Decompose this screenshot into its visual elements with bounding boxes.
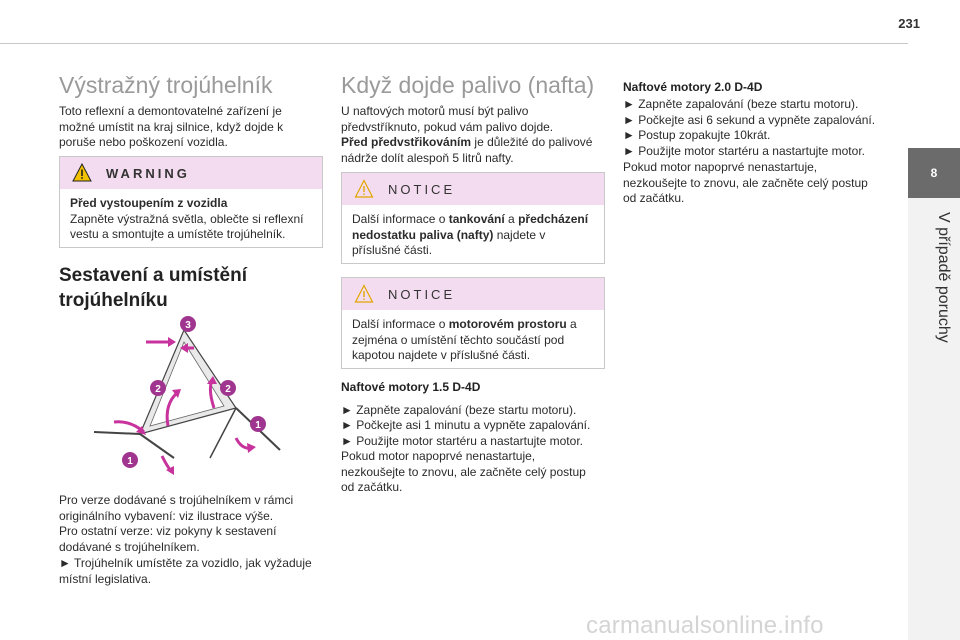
section-title: Sestavení a umístění trojúhelníku <box>59 265 247 311</box>
header-divider <box>0 43 908 44</box>
engine-1-5-closing: Pokud motor napoprvé nenastartuje, nezkoušejte to znovu, ale začněte celý postup od začátku. <box>341 449 586 494</box>
engine-2-0-heading: Naftové motory 2.0 D-4D <box>623 80 763 94</box>
engine-1-5-heading: Naftové motory 1.5 D-4D <box>341 380 481 394</box>
chapter-number[interactable]: 8 <box>908 148 960 198</box>
warning-label: WARNING <box>106 165 190 181</box>
fuel-requirement <box>341 135 603 166</box>
placement-step: ► Trojúhelník umístěte za vozidlo, jak vyžaduje místní legislativa. <box>59 556 312 586</box>
notice-1-body <box>342 205 604 265</box>
notice-1-header <box>342 173 604 205</box>
notice-2-icon <box>354 284 374 304</box>
engine-2-0-step-4: ► Použijte motor startéru a nastartujte motor. <box>623 144 865 158</box>
fuel-title: Když dojde palivo (nafta) <box>341 72 595 98</box>
notice-box-1 <box>341 172 605 264</box>
triangle-illustration <box>84 308 296 478</box>
notice-2-t2: a zejména o umístění těchto součástí pod kapotou najdete v příslušné části. <box>352 317 577 362</box>
chapter-title: V případě poruchy <box>935 212 952 343</box>
intro-text: Toto reflexní a demontovatelné zařízení je možné umístit na kraj silnice, když dojde k poruše nebo poškození vozidla. <box>59 104 284 149</box>
warning-text: Zapněte výstražná světla, oblečte si reflexní vestu a smontujte a umístěte trojúhelník. <box>70 211 304 241</box>
warning-box <box>59 156 323 248</box>
engine-2-0-step-1: ► Zapněte zapalování (beze startu motoru). <box>623 97 859 111</box>
notice-1-b1: tankování <box>448 212 505 226</box>
other-versions-note: Pro ostatní verze: viz pokyny k sestavení dodávané s trojúhelníkem. <box>59 524 277 554</box>
notice-1-b2: předcházení nedostatku paliva (nafty) <box>352 212 589 242</box>
engine-1-5-step-3: ► Použijte motor startéru a nastartujte motor. <box>341 434 583 448</box>
notice-box-2 <box>341 277 605 369</box>
notice-2-t1: Další informace o <box>352 317 449 331</box>
engine-2-0-step-3: ► Postup zopakujte 10krát. <box>623 128 771 142</box>
notice-1-t1: Další informace o <box>352 212 449 226</box>
fuel-requirement-rest: je důležité do palivové nádrže dolít alespoň 5 litrů nafty. <box>341 135 593 165</box>
callout-1b: 1 <box>127 456 133 467</box>
callout-2a: 2 <box>155 384 161 395</box>
page-number: 231 <box>898 16 920 31</box>
engine-2-0-closing: Pokud motor napoprvé nenastartuje, nezkoušejte to znovu, ale začněte celý postup od začátku. <box>623 160 868 205</box>
notice-2-header <box>342 278 604 310</box>
fuel-requirement-bold: Před předvstřikováním <box>341 135 472 149</box>
notice-1-label: NOTICE <box>388 181 456 197</box>
engine-1-5-step-1: ► Zapněte zapalování (beze startu motoru). <box>341 403 577 417</box>
fuel-intro: U naftových motorů musí být palivo předvstříknuto, pokud vám palivo dojde. <box>341 104 554 134</box>
callout-1a: 1 <box>255 420 261 431</box>
watermark: carmanualsonline.info <box>586 612 824 639</box>
notice-1-t3: najdete v příslušné části. <box>352 227 546 257</box>
notice-2-b1: motorovém prostoru <box>448 317 567 331</box>
notice-2-label: NOTICE <box>388 286 456 302</box>
callout-3: 3 <box>185 320 191 331</box>
notice-2-body <box>342 310 604 370</box>
warning-body <box>60 189 322 249</box>
engine-2-0-step-2: ► Počkejte asi 6 sekund a vypněte zapalování. <box>623 113 876 127</box>
engine-1-5-step-2: ► Počkejte asi 1 minutu a vypněte zapalování. <box>341 418 591 432</box>
figure-note: Pro verze dodávané s trojúhelníkem v rámci originálního vybavení: viz ilustrace výše. <box>59 493 294 523</box>
warning-icon <box>72 163 92 183</box>
warning-header <box>60 157 322 189</box>
callout-2b: 2 <box>225 384 231 395</box>
warning-heading: Před vystoupením z vozidla <box>70 196 228 210</box>
notice-1-icon <box>354 179 374 199</box>
notice-1-t2: a <box>504 212 519 226</box>
page-title: Výstražný trojúhelník <box>59 72 273 98</box>
